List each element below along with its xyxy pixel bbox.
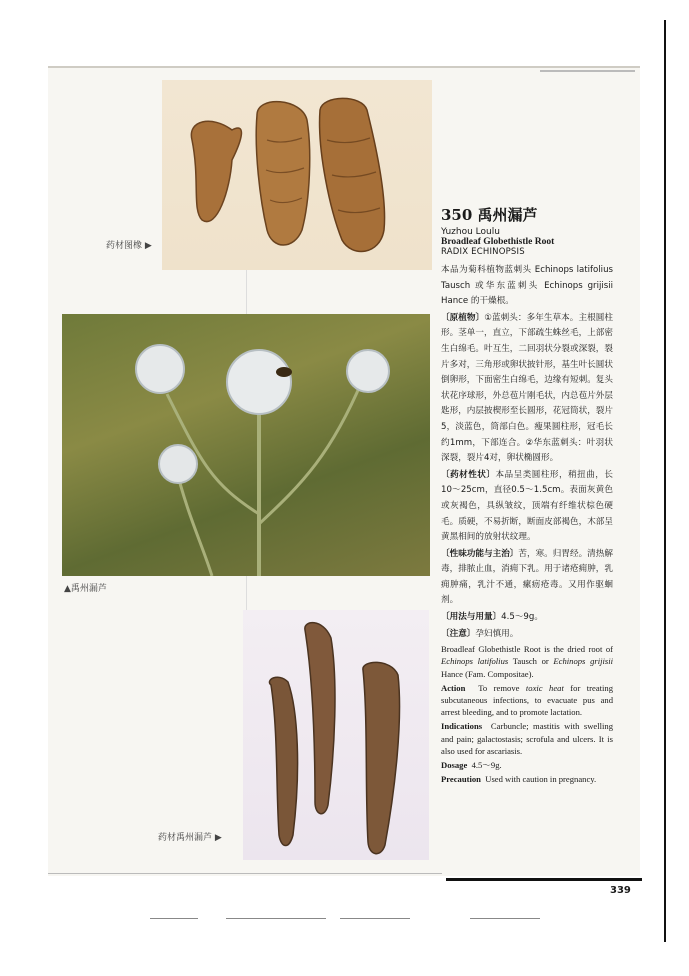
page-edge-rule [664, 20, 666, 942]
precaution-text: Used with caution in pregnancy. [485, 774, 597, 785]
bottom-rule-light [48, 873, 442, 874]
dosage-text: 4.5～9g. [471, 760, 502, 771]
root-slices-illustration [243, 610, 429, 860]
dose-section [441, 610, 613, 626]
caution-text: 孕妇慎用。 [475, 628, 519, 639]
page-number: 339 [610, 885, 631, 896]
footer-mark [150, 918, 198, 919]
intro-en-part: Broadleaf Globethistle Root is the dried root of [441, 644, 613, 655]
action-label: Action [441, 682, 466, 693]
bottom-rule [446, 878, 642, 881]
dose-label: 〔用法与用量〕 [441, 612, 502, 623]
entry-latin-name: RADIX ECHINOPSIS [441, 247, 525, 257]
precaution-label: Precaution [441, 774, 481, 785]
plant-section [441, 311, 613, 467]
function-label: 〔性味功能与主治〕 [441, 548, 519, 559]
action-text: for treating subcutaneous infections, to evacuate pus and arrest bleeding, and to promote lactation. [441, 682, 614, 718]
caution-label: 〔注意〕 [441, 628, 476, 639]
dried-root-illustration [162, 80, 432, 270]
function-section [441, 547, 613, 609]
dosage-label: Dosage [441, 760, 468, 771]
action-text: To remove [478, 682, 526, 693]
herb-photo-top-caption: 药材图橡 ▶ [106, 241, 152, 251]
plant-photo-caption: ▲禹州漏芦 [64, 584, 107, 594]
plant-text: ①蓝刺头：多年生草本。主根圆柱形。茎单一，直立，下部疏生蛛丝毛，上部密生白绵毛。叶互生，二回羽状分裂或深裂，裂片多对，三角形或卵状披针形，基生叶长圆状倒卵形，下面密生白绵毛，边缘有短刺。复头状花序球形，外总苞片刚毛状，内总苞片外层匙形，内层披楔形至长圆形，花冠筒状，裂片5，淡蓝色，筒部白色。瘦果圆柱形，冠毛长约1mm，下部连合。②华东蓝刺头：叶羽状深裂，裂片4对，卵状椭圆形。 [441, 312, 613, 464]
drug-text: 本品呈类圆柱形，稍扭曲，长10～25cm，直径0.5～1.5cm。表面灰黄色或灰褐色，具纵皱纹，顶端有纤维状棕色硬毛。质硬，不易折断，断面皮部褐色，木部呈黄黑相间的放射状纹理。 [441, 469, 613, 543]
plant-label: 〔原植物〕 [441, 312, 485, 323]
drug-section [441, 468, 613, 546]
dosage-section [441, 759, 613, 771]
indications-label: Indications [441, 721, 483, 732]
species-2: Echinops grijisii [553, 656, 613, 667]
intro-en-part: Tausch or [508, 656, 554, 667]
top-rule [540, 70, 635, 72]
monograph-text [441, 204, 613, 787]
species-1: Echinops latifolius [441, 656, 509, 667]
precaution-section [441, 773, 613, 785]
herb-photo-bottom [243, 610, 429, 860]
function-text: 苦，寒。归胃经。清热解毒，排脓止血，消痈下乳。用于诸疮痈肿，乳痈肿痛，乳汁不通，瘰疬疮毒。又用作驱蛔剂。 [441, 548, 613, 606]
caution-section [441, 627, 613, 643]
indications-text: Carbuncle; mastitis with swelling and pain; galactostasis; scrofula and ulcers. It is also used for ascariasis. [441, 721, 613, 756]
entry-english-name: Broadleaf Globethistle Root [441, 237, 555, 247]
entry-title: 350 禹州漏芦 [441, 206, 538, 224]
entry-pinyin: Yuzhou Loulu [441, 227, 500, 237]
herb-photo-top [162, 80, 432, 270]
intro-cn: 本品为菊科植物蓝刺头 Echinops latifolius Tausch 或华东蓝刺头 Echinops grijisii Hance 的干燥根。 [441, 265, 613, 307]
herb-photo-bottom-caption: 药材禹州漏芦 ▶ [158, 833, 222, 843]
dose-text: 4.5～9g。 [501, 612, 543, 623]
footer-mark [226, 918, 326, 919]
action-term: toxic heat [525, 682, 564, 693]
intro-en-part: Hance (Fam. Compositae). [441, 668, 534, 679]
indications-section [441, 720, 613, 757]
footer-mark [340, 918, 410, 919]
drug-label: 〔药材性状〕 [441, 469, 496, 480]
plant-photo [62, 314, 430, 576]
action-section [441, 682, 613, 719]
footer-mark [470, 918, 540, 919]
intro-en [441, 643, 613, 680]
globethistle-plant-illustration [62, 314, 430, 576]
